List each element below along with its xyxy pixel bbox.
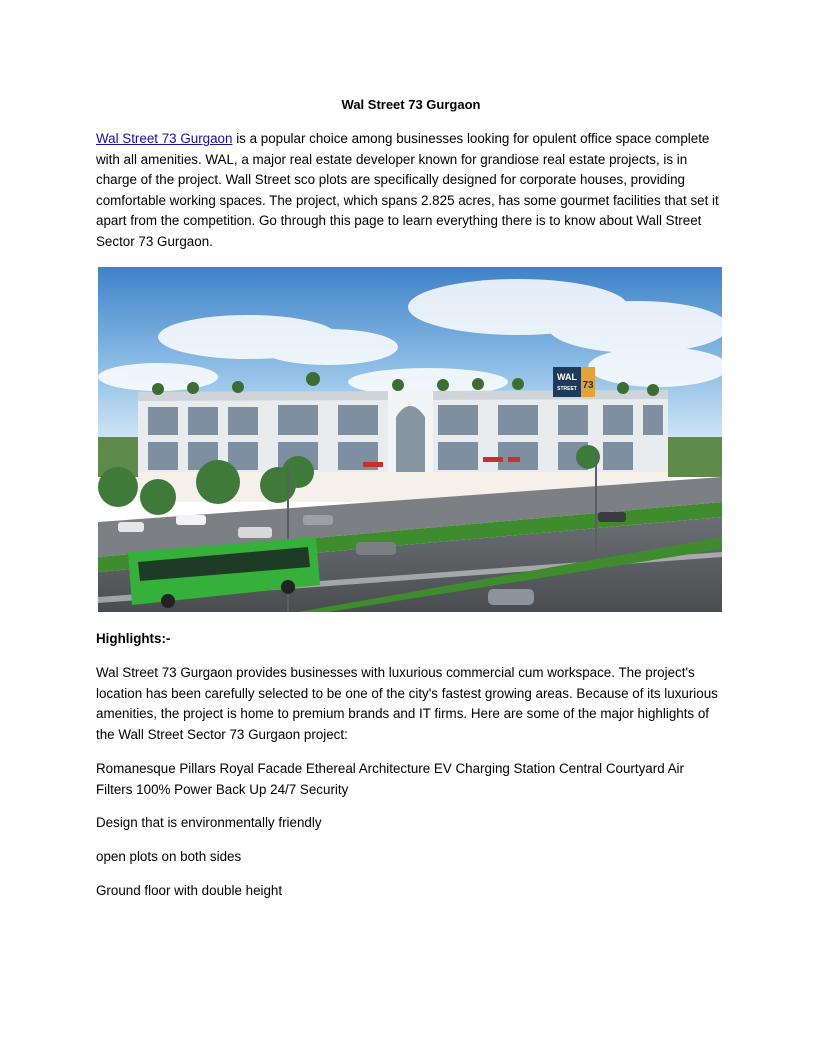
features-paragraph: Romanesque Pillars Royal Facade Ethereal Architecture EV Charging Station Central Courtyard Air Filters 100% Power Back Up 24/7 Security	[96, 761, 684, 797]
intro-paragraph	[96, 129, 722, 253]
ground-floor-line: Ground floor with double height	[96, 883, 283, 898]
project-rendering-image	[98, 267, 722, 612]
highlights-heading: Highlights:-	[96, 631, 171, 646]
highlights-paragraph: Wal Street 73 Gurgaon provides businesses with luxurious commercial cum workspace. The project's location has been carefully selected to be one of the city's fastest growing areas. Because of its luxurious amenities, the project is home to premium brands and IT firms. Here are some of the major highlights of the Wall Street Sector 73 Gurgaon project:	[96, 665, 718, 742]
intro-text: is a popular choice among businesses looking for opulent office space complete with all amenities. WAL, a major real estate developer known for grandiose real estate projects, is in charge of the project. Wall Street sco plots are specifically designed for corporate houses, providing comfortable working spaces. The project, which spans 2.825 acres, has some gourmet facilities that set it apart from the competition. Go through this page to learn everything there is to know about Wall Street Sector 73 Gurgaon.	[96, 131, 719, 249]
page-title: Wal Street 73 Gurgaon	[341, 97, 481, 112]
sign-number-text: 73	[582, 380, 594, 391]
eco-design-line: Design that is environmentally friendly	[96, 815, 322, 830]
wal-street-sign	[553, 367, 595, 397]
open-plots-line: open plots on both sides	[96, 849, 242, 864]
sign-wal-text: WAL	[557, 372, 577, 382]
sign-street-text: STREET	[557, 386, 577, 392]
project-link[interactable]: Wal Street 73 Gurgaon	[96, 131, 233, 146]
